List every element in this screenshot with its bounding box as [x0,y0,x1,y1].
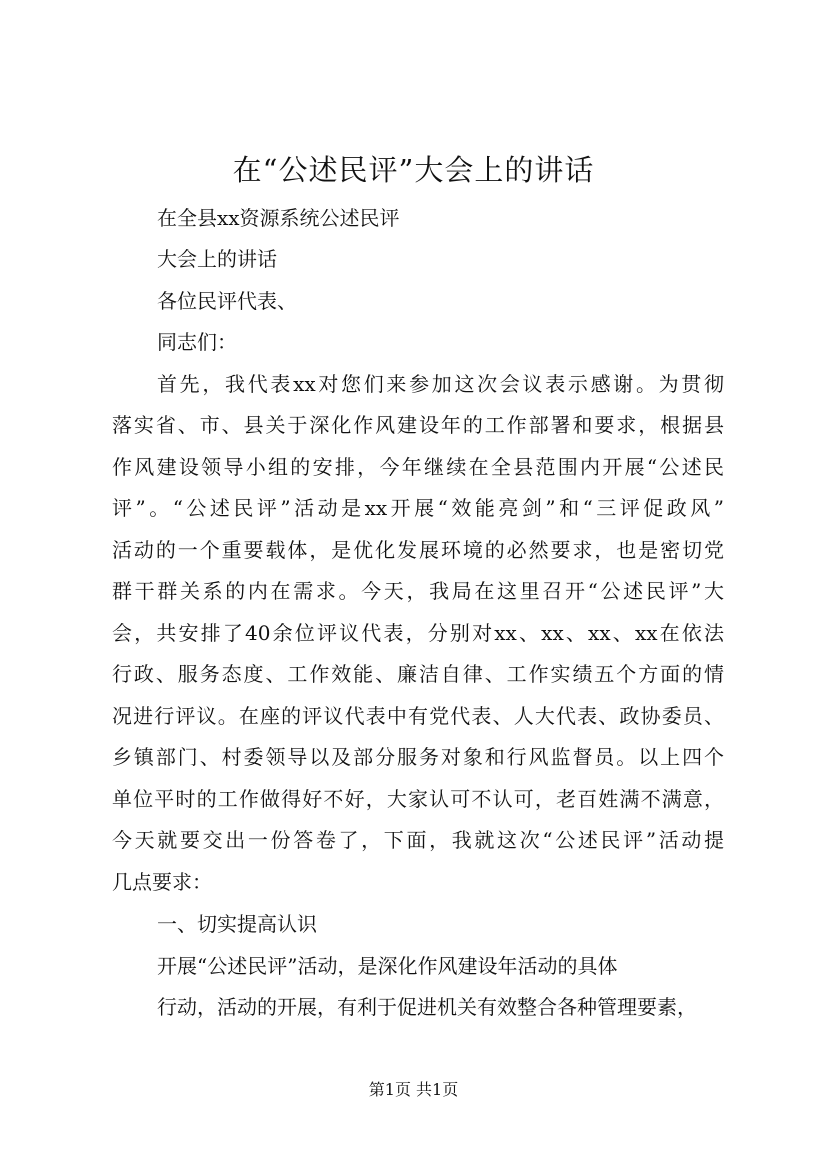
paragraph-line: 况进行评议。在座的评议代表中有党代表、人大代表、政协委员、 [112,704,724,728]
document-title: 在“公述民评”大会上的讲话 [232,153,595,187]
section-line: 行动，活动的开展，有利于促进机关有效整合各种管理要素， [157,995,697,1019]
paragraph-line: 几点要求： [112,870,212,894]
paragraph-line: 落实省、市、县关于深化作风建设年的工作部署和要求，根据县 [112,413,724,437]
section-heading: 一、切实提高认识 [157,912,317,936]
paragraph-line: 乡镇部门、村委领导以及部分服务对象和行风监督员。以上四个 [112,745,724,769]
section-line: 开展“公述民评”活动，是深化作风建设年活动的具体 [157,954,618,978]
salutation-line: 各位民评代表、 [157,289,297,313]
intro-line: 大会上的讲话 [157,247,277,271]
paragraph-line: 单位平时的工作做得好不好，大家认可不认可，老百姓满不满意， [112,787,724,811]
intro-line: 在全县xx资源系统公述民评 [157,206,400,230]
paragraph-line: 行政、服务态度、工作效能、廉洁自律、工作实绩五个方面的情 [112,662,724,686]
paragraph-line: 评”。“公述民评”活动是xx开展“效能亮剑”和“三评促政风” [112,496,724,520]
paragraph-line: 会，共安排了40余位评议代表，分别对xx、xx、xx、xx在依法 [112,621,724,645]
paragraph-line: 群干群关系的内在需求。今天，我局在这里召开“公述民评”大 [112,579,724,603]
paragraph-line: 作风建设领导小组的安排，今年继续在全县范围内开展“公述民 [112,455,724,479]
salutation-line: 同志们： [157,330,237,354]
paragraph-line: 今天就要交出一份答卷了，下面，我就这次“公述民评”活动提 [112,828,724,852]
page-footer: 第1页 共1页 [368,1080,459,1099]
paragraph-line: 首先，我代表xx对您们来参加这次会议表示感谢。为贯彻 [157,372,724,396]
paragraph-line: 活动的一个重要载体，是优化发展环境的必然要求，也是密切党 [112,538,724,562]
